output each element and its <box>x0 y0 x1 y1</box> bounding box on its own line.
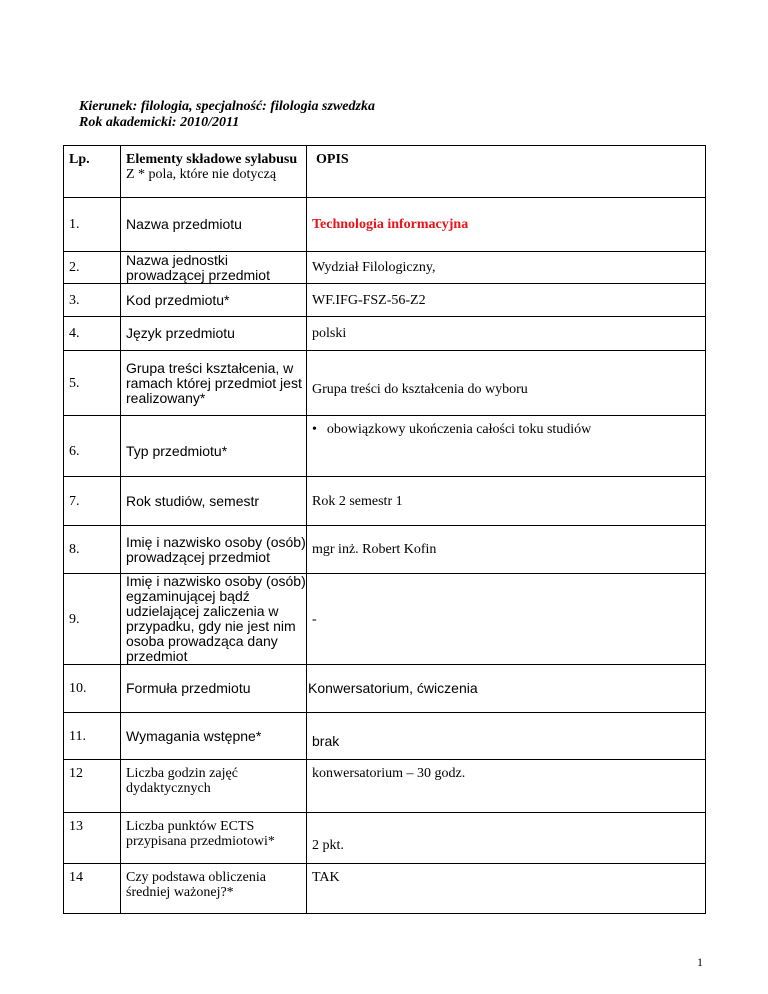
row-label: Liczba punktów ECTS przypisana przedmiotowi* <box>121 813 307 864</box>
row-label: Czy podstawa obliczenia średniej ważonej?* <box>121 864 307 914</box>
row-label: Imię i nazwisko osoby (osób) egzaminującej bądź udzielającej zaliczenia w przypadku, gdy nie jest nim osoba prowadząca dany przedmiot <box>121 574 307 665</box>
row-number: 4. <box>64 317 121 351</box>
row-label: Rok studiów, semestr <box>121 477 307 526</box>
row-number: 13 <box>64 813 121 864</box>
syllabus-table <box>63 145 706 914</box>
row-number: 8. <box>64 526 121 574</box>
row-value: - <box>307 574 706 665</box>
elements-title: Elementy składowe sylabusu <box>126 152 298 167</box>
table-row <box>64 665 706 713</box>
row-value: Grupa treści do kształcenia do wyboru <box>307 351 706 416</box>
row-number: 14 <box>64 864 121 914</box>
row-value: 2 pkt. <box>307 813 706 864</box>
row-label: Nazwa przedmiotu <box>121 198 307 252</box>
row-value: Wydział Filologiczny, <box>307 252 706 284</box>
table-row <box>64 760 706 813</box>
row-value-cell <box>307 416 706 477</box>
table-row <box>64 477 706 526</box>
row-label: Język przedmiotu <box>121 317 307 351</box>
page-number: 1 <box>697 955 703 969</box>
row-number: 9. <box>64 574 121 665</box>
bullet-icon: • <box>312 422 317 437</box>
table-header-row <box>64 146 706 198</box>
row-number: 2. <box>64 252 121 284</box>
table-row <box>64 351 706 416</box>
row-number: 12 <box>64 760 121 813</box>
row-label: Grupa treści kształcenia, w ramach której przedmiot jest realizowany* <box>121 351 307 416</box>
row-value: mgr inż. Robert Kofin <box>307 526 706 574</box>
row-label: Imię i nazwisko osoby (osób) prowadzącej przedmiot <box>121 526 307 574</box>
row-value: konwersatorium – 30 godz. <box>307 760 706 813</box>
row-number: 5. <box>64 351 121 416</box>
row-label: Wymagania wstępne* <box>121 713 307 760</box>
table-row <box>64 284 706 317</box>
row-value: TAK <box>307 864 706 914</box>
row-number: 11. <box>64 713 121 760</box>
table-row <box>64 813 706 864</box>
row-value: obowiązkowy ukończenia całości toku studiów <box>326 422 592 437</box>
table-row <box>64 526 706 574</box>
row-label: Formuła przedmiotu <box>121 665 307 713</box>
table-row <box>64 864 706 914</box>
elements-note: Z * pola, które nie dotyczą <box>126 167 277 182</box>
header-academic-year: Rok akademicki: 2010/2011 <box>79 115 240 130</box>
table-row <box>64 713 706 760</box>
row-value: brak <box>307 713 706 760</box>
table-row <box>64 252 706 284</box>
row-label: Nazwa jednostki prowadzącej przedmiot <box>121 252 307 284</box>
row-label: Liczba godzin zajęć dydaktycznych <box>121 760 307 813</box>
course-name: Technologia informacyjna <box>307 198 706 252</box>
table-row <box>64 416 706 477</box>
table-row <box>64 198 706 252</box>
opis-header: OPIS <box>307 146 706 198</box>
row-value: polski <box>307 317 706 351</box>
row-number: 7. <box>64 477 121 526</box>
table-row <box>64 574 706 665</box>
header-program: Kierunek: filologia, specjalność: filologia szwedzka <box>79 99 375 114</box>
row-number: 3. <box>64 284 121 317</box>
row-value: Rok 2 semestr 1 <box>307 477 706 526</box>
row-number: 10. <box>64 665 121 713</box>
elements-header <box>121 146 307 198</box>
row-number: 1. <box>64 198 121 252</box>
row-value: Konwersatorium, ćwiczenia <box>307 665 706 713</box>
table-row <box>64 317 706 351</box>
row-label: Kod przedmiotu* <box>121 284 307 317</box>
row-number: 6. <box>64 416 121 477</box>
row-value: WF.IFG-FSZ-56-Z2 <box>307 284 706 317</box>
lp-header: Lp. <box>64 146 121 198</box>
row-label: Typ przedmiotu* <box>121 416 307 477</box>
